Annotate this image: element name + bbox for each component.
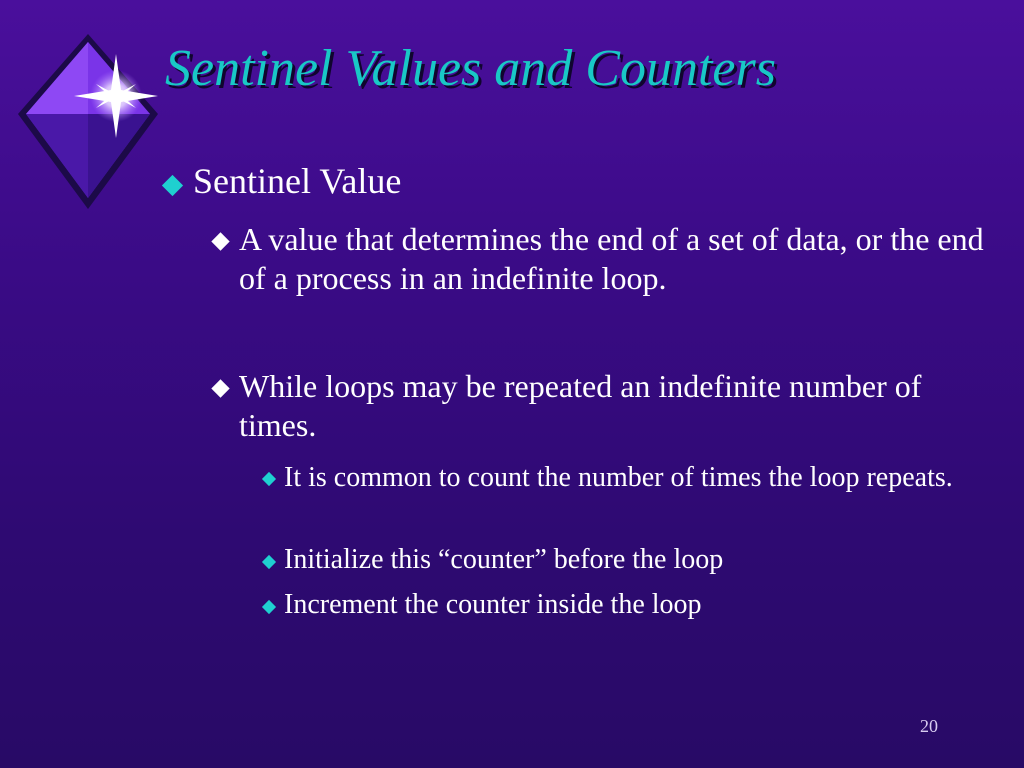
- bullet-diamond-icon: [211, 379, 229, 397]
- bullet-text: A value that determines the end of a set of data, or the end of a process in an indefinite loop.: [239, 221, 984, 297]
- bullet-text: Sentinel Value: [193, 161, 402, 201]
- bullet-diamond-icon: [262, 555, 276, 569]
- bullet-text: Increment the counter inside the loop: [284, 589, 702, 620]
- bullet-text: While loops may be repeated an indefinite number of times.: [239, 368, 922, 444]
- bullet-text: It is common to count the number of times the loop repeats.: [284, 462, 953, 493]
- slide-title: Sentinel Values and Counters: [165, 40, 776, 97]
- bullet-text: Initialize this “counter” before the loop: [284, 544, 724, 575]
- page-number: 20: [920, 716, 938, 736]
- bullet-diamond-icon: [262, 600, 276, 614]
- bullet-diamond-icon: [211, 232, 229, 250]
- bullet-diamond-icon: [262, 472, 276, 486]
